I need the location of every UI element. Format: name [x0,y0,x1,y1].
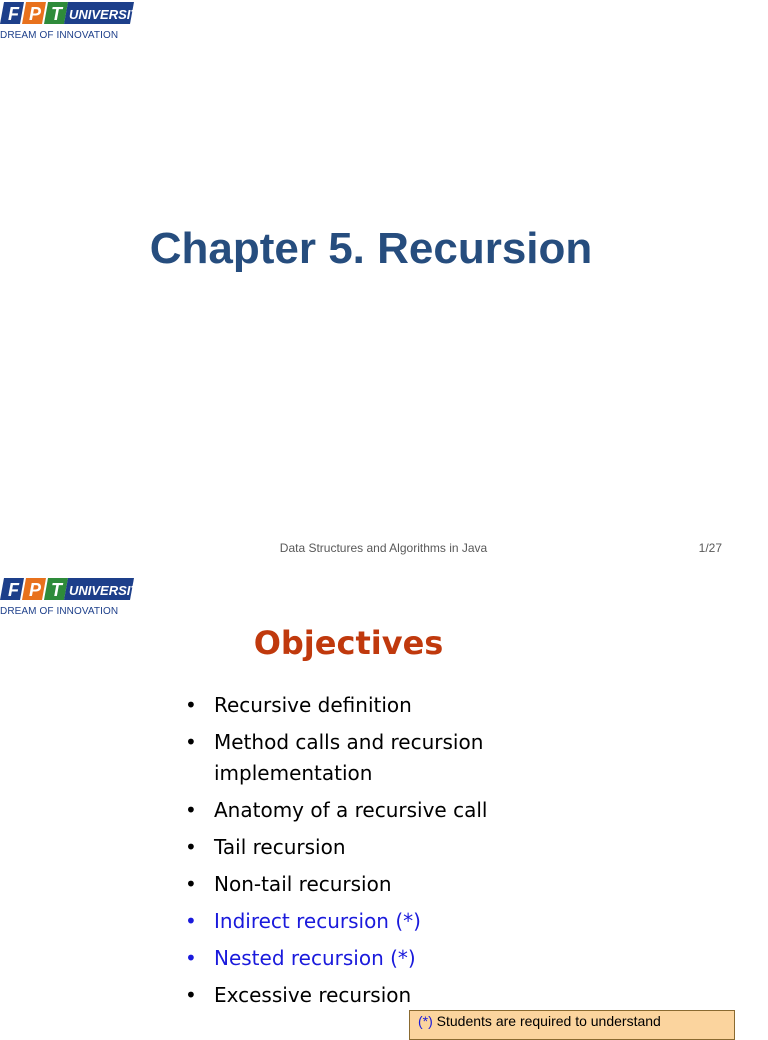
bullet-icon: • [185,798,197,822]
svg-text:UNIVERSITY: UNIVERSITY [69,583,148,598]
list-item [185,869,605,900]
logo-tagline: DREAM OF INNOVATION [0,606,119,617]
svg-text:UNIVERSITY: UNIVERSITY [69,7,148,22]
list-item-text: Indirect recursion (*) [214,909,421,933]
slide-title: Objectives [253,624,444,662]
list-item-text: Recursive definition [214,693,412,717]
list-item-text: Non-tail recursion [214,872,392,896]
list-item-text: Anatomy of a recursive call [214,798,488,822]
list-item [185,690,605,721]
list-item-text: Nested recursion (*) [214,946,416,970]
footer-course-title: Data Structures and Algorithms in Java [279,541,488,555]
list-item [185,980,605,1011]
list-item [185,943,605,974]
svg-text:F: F [8,4,19,24]
svg-text:F: F [8,580,19,600]
list-item [185,727,605,789]
list-item-text: Tail recursion [214,835,346,859]
list-item [185,795,605,826]
svg-text:P: P [29,580,42,600]
chapter-title: Chapter 5. Recursion [149,224,593,273]
list-item-text: Method calls and recursion implementation [214,730,484,785]
bullet-icon: • [185,909,197,933]
svg-text:T: T [51,4,62,24]
slide-2 [0,566,768,1029]
note-box [409,1010,735,1040]
svg-text:T: T [51,580,62,600]
bullet-icon: • [185,835,197,859]
bullet-icon: • [185,730,197,754]
bullet-icon: • [185,872,197,896]
list-item [185,832,605,863]
list-item [185,906,605,937]
logo-tagline: DREAM OF INNOVATION [0,30,119,41]
fpt-university-logo [0,0,148,44]
note-marker: (*) [418,1013,433,1029]
objectives-list [185,690,605,1017]
logo-mark-icon [0,576,148,606]
page-number: 1/27 [698,541,722,555]
logo-mark-icon [0,0,148,30]
list-item-text: Excessive recursion [214,983,412,1007]
note-text: Students are required to understand [432,1013,661,1029]
fpt-university-logo [0,576,148,620]
bullet-icon: • [185,693,197,717]
svg-text:P: P [29,4,42,24]
bullet-icon: • [185,983,197,1007]
bullet-icon: • [185,946,197,970]
